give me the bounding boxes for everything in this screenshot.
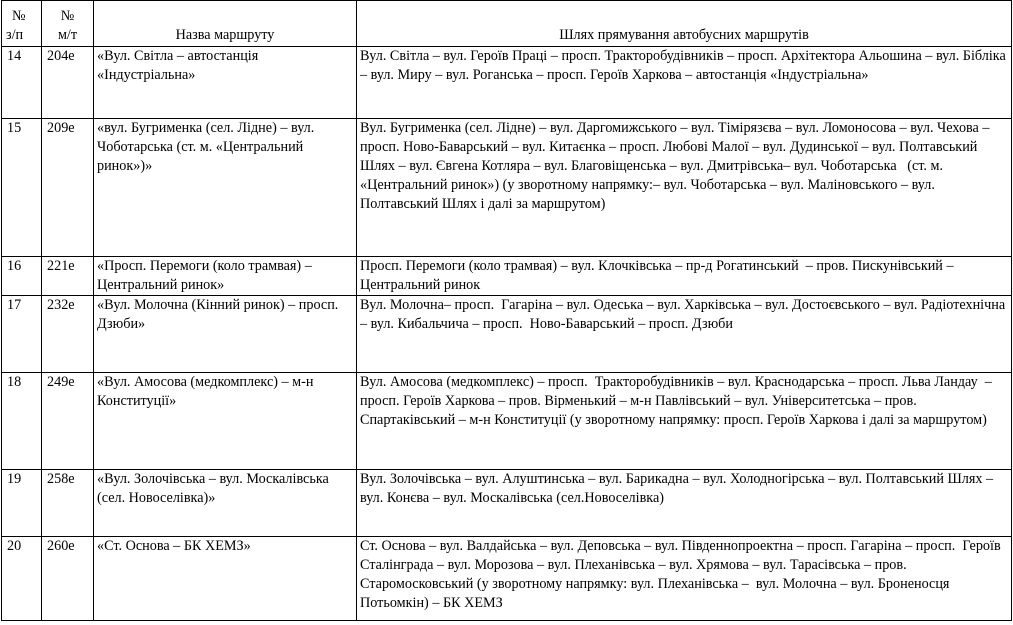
- table-row: [2, 373, 1012, 470]
- route-code: 258е: [42, 470, 94, 537]
- route-code: 249е: [42, 373, 94, 470]
- route-code: 232е: [42, 296, 94, 373]
- table-row: [2, 257, 1012, 296]
- table-row: [2, 296, 1012, 373]
- table-row: [2, 470, 1012, 537]
- route-code: 209е: [42, 119, 94, 257]
- header-route-path: Шлях прямування автобусних маршрутів: [357, 1, 1012, 47]
- row-number: 20: [2, 537, 42, 621]
- row-number: 19: [2, 470, 42, 537]
- route-path: Просп. Перемоги (коло трамвая) – вул. Клочківська – пр-д Рогатинський – пров. Пискунівський – Центральний ринок: [357, 257, 1012, 296]
- row-number: 14: [2, 47, 42, 119]
- route-name: «Вул. Амосова (медкомплекс) – м-н Конституції»: [94, 373, 357, 470]
- route-name: «Просп. Перемоги (коло трамвая) – Центральний ринок»: [94, 257, 357, 296]
- route-name: «вул. Бугрименка (сел. Лідне) – вул. Чоботарська (ст. м. «Центральний ринок»)»: [94, 119, 357, 257]
- row-number: 17: [2, 296, 42, 373]
- header-route-code: [42, 1, 94, 47]
- route-code: 221е: [42, 257, 94, 296]
- table-row: [2, 537, 1012, 621]
- route-name: «Вул. Світла – автостанція «Індустріальна»: [94, 47, 357, 119]
- route-name: «Вул. Золочівська – вул. Москалівська (сел. Новоселівка)»: [94, 470, 357, 537]
- table-row: [2, 47, 1012, 119]
- row-number: 18: [2, 373, 42, 470]
- route-name: «Вул. Молочна (Кінний ринок) – просп. Дзюби»: [94, 296, 357, 373]
- header-route-code-line1: №: [60, 8, 75, 24]
- table-row: [2, 119, 1012, 257]
- row-number: 16: [2, 257, 42, 296]
- row-number: 15: [2, 119, 42, 257]
- route-path: Ст. Основа – вул. Валдайська – вул. Деповська – вул. Південнопроектна – просп. Гагаріна – просп. Героїв Сталінграда – вул. Морозова – вул. Плеханівська – вул. Хрямова – вул. Тарасівська – пров. Старомосковський (у зворотному напрямку: вул. Плеханівська – вул. Молочна – вул. Броненосця Потьомкін) – БК ХЕМЗ: [357, 537, 1012, 621]
- route-path: Вул. Світла – вул. Героїв Праці – просп. Тракторобудівників – просп. Архітектора Альошина – вул. Бібліка – вул. Миру – вул. Роганська – просп. Героїв Харкова – автостанція «Індустріальна»: [357, 47, 1012, 119]
- header-number-line2: з/п: [6, 27, 24, 43]
- route-path: Вул. Амосова (медкомплекс) – просп. Тракторобудівників – вул. Краснодарська – просп. Льва Ландау – просп. Героїв Харкова – пров. Вірменький – м-н Павлівський – вул. Університетська – пров. Спартаківський – м-н Конституції (у зворотному напрямку: просп. Героїв Харкова і далі за маршрутом): [357, 373, 1012, 470]
- table-header-row: [2, 1, 1012, 47]
- header-number-line1: №: [12, 8, 26, 24]
- route-code: 260е: [42, 537, 94, 621]
- header-route-code-line2: м/т: [57, 27, 78, 43]
- route-path: Вул. Бугрименка (сел. Лідне) – вул. Даргомижського – вул. Тімірязєва – вул. Ломоносова – вул. Чехова – просп. Ново-Баварський – вул. Китаєнка – просп. Любові Малої – вул. Дудинської – вул. Полтавський Шлях – вул. Євгена Котляра – вул. Благовіщенська – вул. Дмитрівська– вул. Чоботарська (ст. м. «Центральний ринок») (у зворотному напрямку:– вул. Чоботарська – вул. Маліновського – вул. Полтавський Шлях і далі за маршрутом): [357, 119, 1012, 257]
- route-name: «Ст. Основа – БК ХЕМЗ»: [94, 537, 357, 621]
- route-path: Вул. Молочна– просп. Гагаріна – вул. Одеська – вул. Харківська – вул. Достоєвського – вул. Радіотехнічна – вул. Кибальчича – просп. Ново-Баварський – просп. Дзюби: [357, 296, 1012, 373]
- header-number: [2, 1, 42, 47]
- header-route-name: Назва маршруту: [94, 1, 357, 47]
- route-path: Вул. Золочівська – вул. Алуштинська – вул. Барикадна – вул. Холодногірська – вул. Полтавський Шлях – вул. Конєва – вул. Москалівська (сел.Новоселівка): [357, 470, 1012, 537]
- route-code: 204е: [42, 47, 94, 119]
- bus-routes-table: [1, 0, 1012, 621]
